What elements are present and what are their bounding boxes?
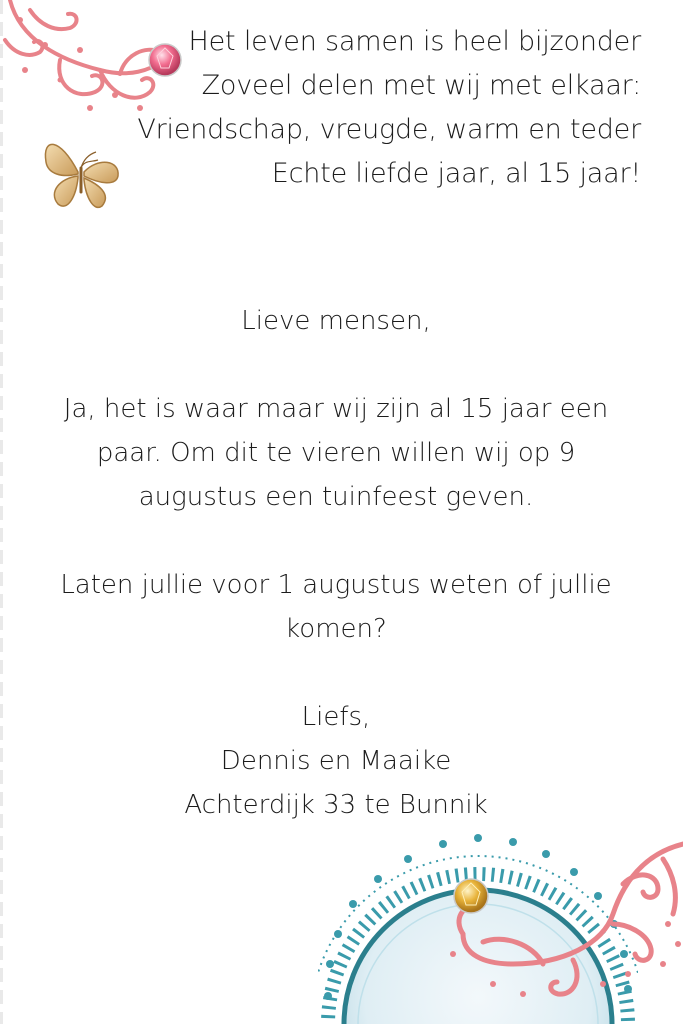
address: Achterdijk 33 te Bunnik	[184, 790, 488, 820]
poem	[137, 20, 641, 196]
paragraph-line: komen?	[285, 614, 387, 644]
letter-body	[30, 299, 642, 827]
signature: Dennis en Maaike	[220, 746, 452, 776]
paragraph-line: paar. Om dit te vieren willen wij op 9	[96, 438, 576, 468]
poem-line: Vriendschap, vreugde, warm en teder	[137, 114, 641, 145]
left-edge-border	[0, 0, 3, 1024]
paragraph-line: Laten jullie voor 1 augustus weten of jullie	[60, 570, 612, 600]
closing: Liefs,	[301, 702, 371, 732]
poem-line: Zoveel delen met wij met elkaar:	[201, 70, 641, 101]
paragraph-line: augustus een tuinfeest geven.	[138, 482, 534, 512]
poem-line: Echte liefde jaar, al 15 jaar!	[271, 158, 641, 189]
butterfly-icon	[40, 132, 124, 214]
greeting: Lieve mensen,	[241, 306, 431, 336]
gold-gem-icon	[451, 876, 491, 916]
paragraph-line: Ja, het is waar maar wij zijn al 15 jaar een	[63, 394, 609, 424]
poem-line: Het leven samen is heel bijzonder	[188, 26, 641, 57]
